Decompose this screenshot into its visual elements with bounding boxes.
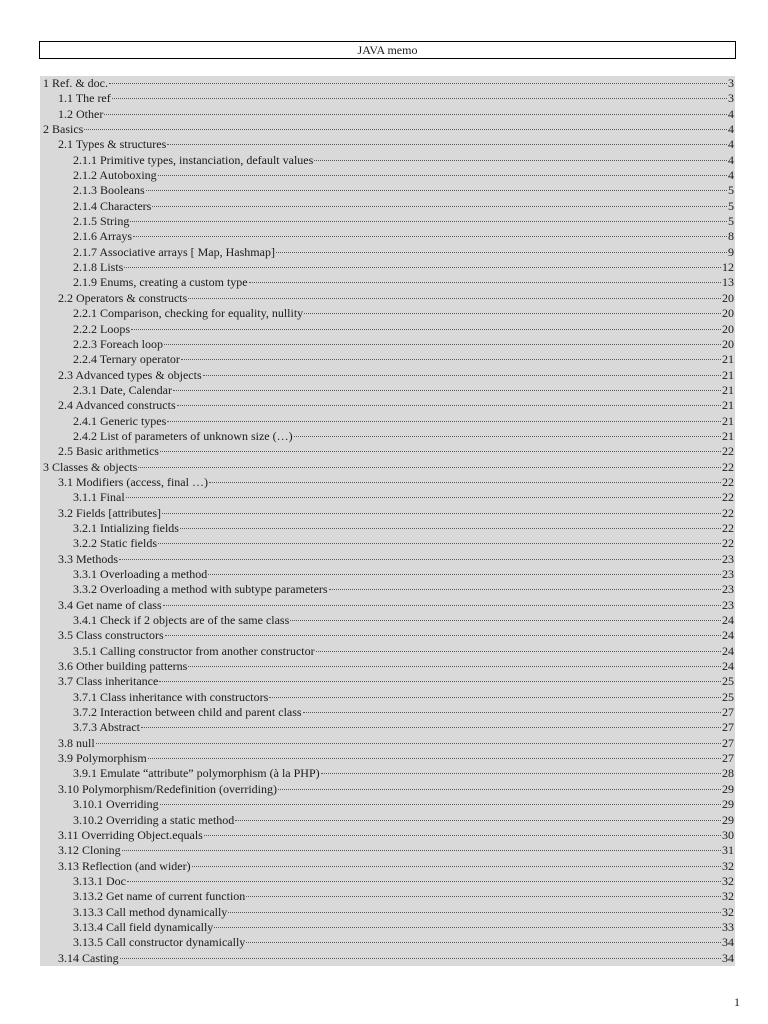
toc-leader-dots <box>246 942 721 943</box>
toc-entry-label: 2.2.3 Foreach loop <box>73 336 163 351</box>
toc-entry-label: 3.3.1 Overloading a method <box>73 567 208 581</box>
toc-entry-label: 3.10.1 Overriding <box>73 797 159 812</box>
toc-entry-label: 3.7.1 Class inheritance with constructors <box>73 689 269 704</box>
toc-leader-dots <box>120 958 721 959</box>
toc-entry-page: 20 <box>722 290 734 305</box>
toc-entry-page: 4 <box>728 137 734 152</box>
toc-entry-label: 2 Basics <box>43 122 84 137</box>
toc-leader-dots <box>173 390 721 391</box>
toc-entry-page: 22 <box>722 474 734 489</box>
toc-entry-page: 24 <box>722 643 734 658</box>
toc-leader-dots <box>329 589 721 590</box>
toc-entry-page: 4 <box>728 168 734 183</box>
toc-entry-label: 3.3.2 Overloading a method with subtype parameters <box>73 582 328 597</box>
toc-entry[interactable] <box>40 536 735 551</box>
toc-entry[interactable] <box>40 460 735 475</box>
toc-entry-page: 24 <box>722 659 734 674</box>
toc-entry-page: 5 <box>728 183 734 198</box>
toc-leader-dots <box>127 881 721 882</box>
toc-entry[interactable] <box>40 813 735 828</box>
toc-entry-label: 3.4 Get name of class <box>58 597 162 612</box>
toc-leader-dots <box>278 789 721 790</box>
toc-entry[interactable] <box>40 766 735 781</box>
toc-entry-page: 33 <box>722 919 734 934</box>
toc-leader-dots <box>96 743 721 744</box>
toc-entry[interactable] <box>40 337 735 352</box>
toc-entry[interactable] <box>40 552 735 567</box>
toc-entry-label: 2.2.4 Ternary operator <box>73 352 180 367</box>
toc-entry[interactable] <box>40 843 735 858</box>
toc-entry[interactable] <box>40 229 735 244</box>
toc-entry-label: 3.1.1 Final <box>73 490 125 505</box>
toc-entry-label: 3.13.5 Call constructor dynamically <box>73 935 246 950</box>
toc-entry-label: 3.2.1 Intializing fields <box>73 520 179 535</box>
toc-entry-label: 2.4 Advanced constructs <box>58 398 176 413</box>
toc-entry-label: 3.2.2 Static fields <box>73 536 157 551</box>
toc-entry-label: 2.1.2 Autoboxing <box>73 168 157 183</box>
toc-leader-dots <box>235 820 721 821</box>
toc-entry[interactable] <box>40 782 735 797</box>
toc-entry-page: 23 <box>722 551 734 566</box>
toc-leader-dots <box>133 236 727 237</box>
toc-entry-label: 3.13.2 Get name of current function <box>73 889 246 904</box>
toc-entry-page: 24 <box>722 628 734 643</box>
toc-entry-label: 2.1.7 Associative arrays [ Map, Hashmap] <box>73 244 275 259</box>
toc-entry-label: 3.3 Methods <box>58 551 118 566</box>
toc-entry-label: 2.3 Advanced types & objects <box>58 367 202 382</box>
toc-entry-label: 3.5.1 Calling constructor from another constructor <box>73 643 315 658</box>
toc-entry[interactable] <box>40 736 735 751</box>
toc-entry-page: 23 <box>722 582 734 597</box>
toc-entry-label: 2.2 Operators & constructs <box>58 290 188 305</box>
toc-entry[interactable] <box>40 644 735 659</box>
toc-entry-label: 3.4.1 Check if 2 objects are of the same class <box>73 613 290 628</box>
toc-leader-dots <box>290 620 721 621</box>
toc-entry[interactable] <box>40 275 735 290</box>
toc-leader-dots <box>159 681 721 682</box>
toc-leader-dots <box>209 482 721 483</box>
toc-entry-label: 3.5 Class constructors <box>58 628 164 643</box>
toc-leader-dots <box>208 574 721 575</box>
toc-entry-label: 2.4.2 List of parameters of unknown size (…) <box>73 428 293 443</box>
toc-leader-dots <box>126 497 721 498</box>
toc-entry[interactable] <box>40 199 735 214</box>
toc-entry[interactable] <box>40 859 735 874</box>
toc-leader-dots <box>158 175 727 176</box>
toc-entry[interactable] <box>40 613 735 628</box>
toc-entry-page: 24 <box>722 613 734 628</box>
toc-leader-dots <box>321 773 721 774</box>
toc-entry[interactable] <box>40 444 735 459</box>
toc-entry-page: 21 <box>722 413 734 428</box>
toc-entry-page: 27 <box>722 735 734 750</box>
toc-entry-label: 2.2.2 Loops <box>73 321 130 336</box>
toc-entry-page: 34 <box>722 935 734 950</box>
toc-entry[interactable] <box>40 352 735 367</box>
toc-entry-label: 3.14 Casting <box>58 950 119 965</box>
toc-leader-dots <box>164 344 721 345</box>
toc-entry[interactable] <box>40 659 735 674</box>
toc-entry-label: 3.8 null <box>58 735 95 750</box>
toc-entry-page: 4 <box>728 106 734 121</box>
toc-leader-dots <box>158 543 721 544</box>
toc-entry-label: 3 Classes & objects <box>43 459 138 474</box>
toc-entry-page: 29 <box>722 812 734 827</box>
toc-entry-label: 2.4.1 Generic types <box>73 413 167 428</box>
toc-entry[interactable] <box>40 935 735 950</box>
toc-entry-page: 29 <box>722 781 734 796</box>
toc-leader-dots <box>180 528 721 529</box>
toc-entry-label: 3.10.2 Overriding a static method <box>73 812 235 827</box>
toc-entry[interactable] <box>40 429 735 444</box>
toc-leader-dots <box>228 912 721 913</box>
toc-entry-page: 21 <box>722 382 734 397</box>
toc-entry[interactable] <box>40 153 735 168</box>
toc-entry-label: 3.12 Cloning <box>58 843 121 858</box>
toc-entry-page: 22 <box>722 505 734 520</box>
toc-entry-page: 22 <box>722 490 734 505</box>
toc-entry[interactable] <box>40 183 735 198</box>
toc-entry-page: 31 <box>722 843 734 858</box>
toc-leader-dots <box>269 697 721 698</box>
toc-entry-page: 21 <box>722 398 734 413</box>
toc-entry[interactable] <box>40 521 735 536</box>
toc-leader-dots <box>314 160 727 161</box>
toc-leader-dots <box>204 835 721 836</box>
toc-leader-dots <box>104 114 727 115</box>
toc-leader-dots <box>276 252 727 253</box>
toc-entry[interactable] <box>40 690 735 705</box>
toc-leader-dots <box>214 927 721 928</box>
toc-entry[interactable] <box>40 168 735 183</box>
toc-leader-dots <box>167 421 721 422</box>
toc-leader-dots <box>112 98 727 99</box>
toc-entry-label: 3.7.2 Interaction between child and parent class <box>73 705 302 720</box>
toc-leader-dots <box>160 451 721 452</box>
toc-entry-page: 25 <box>722 674 734 689</box>
toc-leader-dots <box>188 298 721 299</box>
toc-entry[interactable] <box>40 951 735 966</box>
toc-entry-label: 2.1.5 String <box>73 214 130 229</box>
toc-entry-page: 32 <box>722 873 734 888</box>
toc-entry[interactable] <box>40 797 735 812</box>
toc-entry-page: 4 <box>728 152 734 167</box>
toc-entry-page: 30 <box>722 827 734 842</box>
toc-entry-page: 21 <box>722 367 734 382</box>
toc-entry-page: 22 <box>722 444 734 459</box>
toc-entry[interactable] <box>40 628 735 643</box>
toc-entry[interactable] <box>40 674 735 689</box>
toc-entry-label: 1 Ref. & doc. <box>43 76 108 90</box>
toc-entry-label: 3.6 Other building patterns <box>58 659 188 674</box>
toc-entry-page: 8 <box>728 229 734 244</box>
toc-leader-dots <box>192 866 721 867</box>
toc-entry-page: 28 <box>722 766 734 781</box>
toc-leader-dots <box>203 375 721 376</box>
toc-entry-label: 2.3.1 Date, Calendar <box>73 382 172 397</box>
toc-entry[interactable] <box>40 705 735 720</box>
toc-entry-label: 3.9 Polymorphism <box>58 751 147 766</box>
toc-entry-label: 3.11 Overriding Object.equals <box>58 827 203 842</box>
toc-entry-label: 2.1 Types & structures <box>58 137 167 152</box>
toc-entry[interactable] <box>40 368 735 383</box>
toc-leader-dots <box>249 282 721 283</box>
toc-entry-page: 13 <box>722 275 734 290</box>
toc-leader-dots <box>177 405 721 406</box>
toc-entry-label: 3.13.4 Call field dynamically <box>73 919 214 934</box>
toc-leader-dots <box>84 129 727 130</box>
toc-leader-dots <box>167 144 727 145</box>
toc-entry[interactable] <box>40 260 735 275</box>
toc-entry[interactable] <box>40 76 735 91</box>
toc-entry[interactable] <box>40 383 735 398</box>
toc-entry-label: 3.13.1 Doc <box>73 873 126 888</box>
toc-entry-label: 2.1.9 Enums, creating a custom type <box>73 275 248 290</box>
toc-entry-label: 3.13.3 Call method dynamically <box>73 904 228 919</box>
toc-leader-dots <box>146 190 727 191</box>
toc-entry-label: 1.1 The ref <box>58 91 111 106</box>
toc-entry[interactable] <box>40 475 735 490</box>
toc-leader-dots <box>109 83 727 84</box>
toc-entry[interactable] <box>40 137 735 152</box>
toc-leader-dots <box>162 513 721 514</box>
toc-entry-page: 3 <box>728 76 734 90</box>
toc-entry[interactable] <box>40 582 735 597</box>
toc-entry-page: 27 <box>722 705 734 720</box>
toc-entry-page: 25 <box>722 689 734 704</box>
toc-entry[interactable] <box>40 107 735 122</box>
toc-leader-dots <box>181 359 721 360</box>
toc-entry[interactable] <box>40 214 735 229</box>
toc-entry[interactable] <box>40 322 735 337</box>
toc-leader-dots <box>160 804 721 805</box>
toc-entry-page: 9 <box>728 244 734 259</box>
toc-entry-page: 23 <box>722 567 734 581</box>
toc-entry-page: 20 <box>722 306 734 321</box>
toc-leader-dots <box>119 559 721 560</box>
toc-leader-dots <box>188 666 721 667</box>
toc-leader-dots <box>152 206 727 207</box>
toc-entry-page: 4 <box>728 122 734 137</box>
toc-entry[interactable] <box>40 506 735 521</box>
toc-entry[interactable] <box>40 490 735 505</box>
toc-entry-label: 2.5 Basic arithmetics <box>58 444 159 459</box>
table-of-contents <box>40 76 735 966</box>
document-title: JAVA memo <box>39 41 736 59</box>
toc-leader-dots <box>303 712 721 713</box>
toc-entry-page: 20 <box>722 336 734 351</box>
toc-entry[interactable] <box>40 122 735 137</box>
toc-entry-page: 27 <box>722 720 734 735</box>
toc-entry-label: 2.2.1 Comparison, checking for equality, nullity <box>73 306 304 321</box>
toc-entry[interactable] <box>40 414 735 429</box>
toc-entry[interactable] <box>40 598 735 613</box>
toc-entry-page: 32 <box>722 889 734 904</box>
toc-entry-label: 3.2 Fields [attributes] <box>58 505 161 520</box>
toc-entry[interactable] <box>40 751 735 766</box>
toc-entry-page: 12 <box>722 260 734 275</box>
toc-entry-page: 21 <box>722 352 734 367</box>
toc-entry-label: 2.1.4 Characters <box>73 198 152 213</box>
toc-entry[interactable] <box>40 567 735 582</box>
toc-entry-label: 1.2 Other <box>58 106 104 121</box>
toc-entry[interactable] <box>40 398 735 413</box>
toc-entry-page: 23 <box>722 597 734 612</box>
toc-entry-label: 2.1.6 Arrays <box>73 229 132 244</box>
toc-leader-dots <box>130 221 727 222</box>
toc-entry-page: 21 <box>722 428 734 443</box>
toc-leader-dots <box>163 605 721 606</box>
toc-entry[interactable] <box>40 889 735 904</box>
toc-entry-label: 3.7.3 Abstract <box>73 720 140 735</box>
toc-entry-page: 34 <box>722 950 734 965</box>
toc-entry[interactable] <box>40 874 735 889</box>
toc-entry[interactable] <box>40 91 735 106</box>
toc-leader-dots <box>124 267 721 268</box>
toc-leader-dots <box>246 896 721 897</box>
toc-entry-page: 22 <box>722 459 734 474</box>
toc-leader-dots <box>304 313 721 314</box>
toc-entry-label: 3.10 Polymorphism/Redefinition (overriding) <box>58 781 277 796</box>
toc-entry-label: 3.7 Class inheritance <box>58 674 159 689</box>
toc-entry-page: 32 <box>722 904 734 919</box>
toc-entry-page: 3 <box>728 91 734 106</box>
toc-entry[interactable] <box>40 306 735 321</box>
toc-entry-page: 5 <box>728 214 734 229</box>
toc-entry[interactable] <box>40 828 735 843</box>
toc-entry-page: 22 <box>722 536 734 551</box>
toc-leader-dots <box>141 727 721 728</box>
toc-entry[interactable] <box>40 720 735 735</box>
toc-leader-dots <box>148 758 721 759</box>
toc-leader-dots <box>294 436 721 437</box>
toc-entry-page: 22 <box>722 520 734 535</box>
toc-entry[interactable] <box>40 905 735 920</box>
toc-entry-page: 27 <box>722 751 734 766</box>
toc-leader-dots <box>131 329 721 330</box>
toc-entry-page: 5 <box>728 198 734 213</box>
toc-entry-page: 32 <box>722 858 734 873</box>
toc-entry-label: 2.1.8 Lists <box>73 260 124 275</box>
toc-entry-label: 2.1.3 Booleans <box>73 183 145 198</box>
toc-entry-page: 29 <box>722 797 734 812</box>
toc-entry-page: 20 <box>722 321 734 336</box>
toc-entry-label: 2.1.1 Primitive types, instanciation, default values <box>73 152 314 167</box>
toc-entry[interactable] <box>40 245 735 260</box>
toc-entry-label: 3.13 Reflection (and wider) <box>58 858 191 873</box>
page-number: 1 <box>734 995 740 1009</box>
toc-entry-label: 3.1 Modifiers (access, final …) <box>58 474 208 489</box>
toc-entry[interactable] <box>40 920 735 935</box>
toc-entry-label: 3.9.1 Emulate “attribute” polymorphism (à la PHP) <box>73 766 320 781</box>
toc-leader-dots <box>316 651 721 652</box>
toc-leader-dots <box>122 850 721 851</box>
toc-leader-dots <box>138 467 721 468</box>
toc-leader-dots <box>165 635 721 636</box>
toc-entry[interactable] <box>40 291 735 306</box>
